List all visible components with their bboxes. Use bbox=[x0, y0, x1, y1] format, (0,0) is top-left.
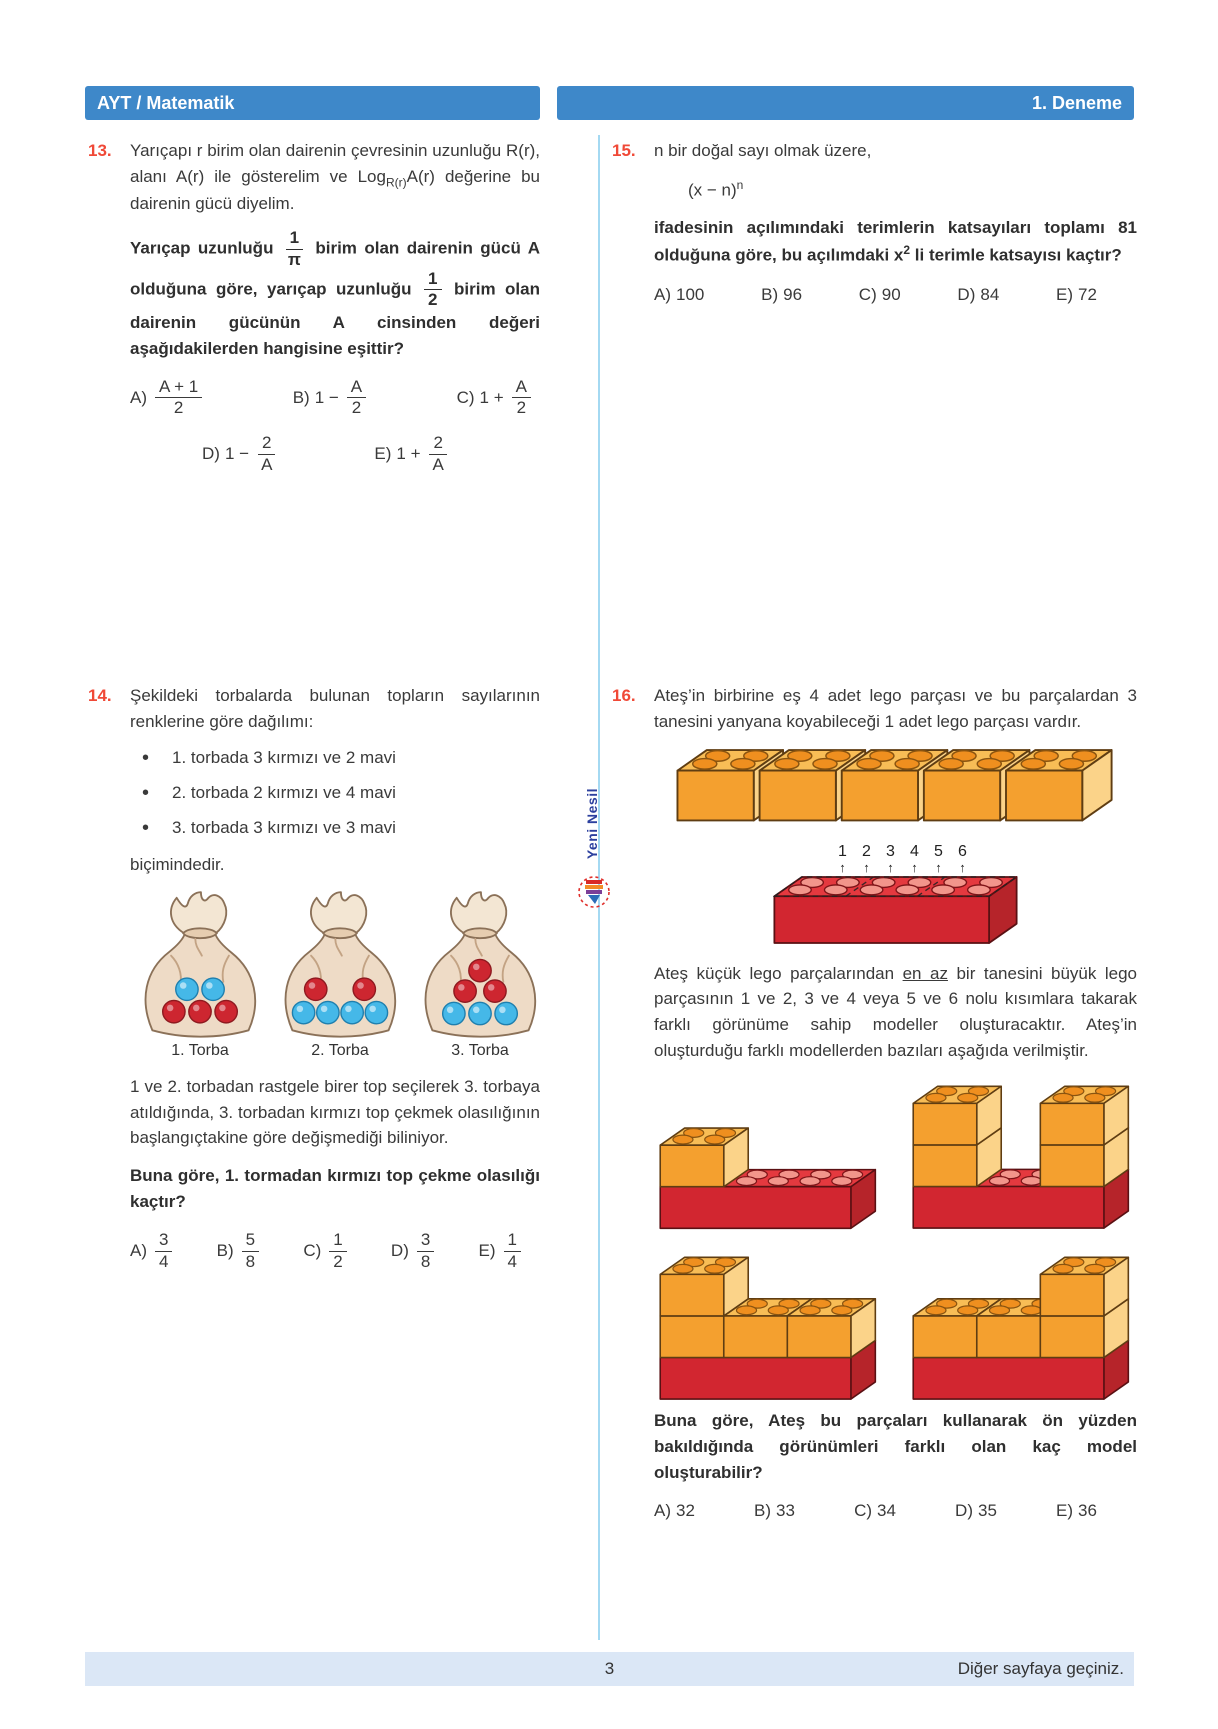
q14-options bbox=[130, 1231, 540, 1271]
option-d: D) 84 bbox=[957, 284, 1000, 304]
q15-options bbox=[654, 285, 1137, 305]
option-a: A) $\frac{3}{4}$ bbox=[130, 1231, 175, 1271]
position-5: 5 ↑ bbox=[934, 842, 943, 875]
header-right-bar bbox=[557, 86, 1134, 120]
bag-2 bbox=[270, 890, 410, 1060]
brand-icon bbox=[576, 870, 612, 914]
option-c: C) 90 bbox=[858, 284, 901, 304]
big-brick-image bbox=[773, 874, 1018, 946]
bag-1 bbox=[130, 890, 270, 1060]
question-13 bbox=[88, 138, 540, 474]
header-subject: AYT / Matematik bbox=[97, 92, 235, 113]
up-arrow-icon: ↑ bbox=[863, 859, 870, 875]
option-a: A) $\frac{A + 1}{2}$ bbox=[130, 378, 205, 418]
position-4: 4 ↑ bbox=[910, 842, 919, 875]
option-c: C) 34 bbox=[854, 1501, 896, 1521]
position-3: 3 ↑ bbox=[886, 842, 895, 875]
option-b: B) 1 − $\frac{A}{2}$ bbox=[293, 378, 369, 418]
q13-options-row-2 bbox=[130, 434, 540, 474]
position-1: 1 ↑ bbox=[838, 842, 847, 875]
option-d: D) 1 − $\frac{2}{A}$ bbox=[202, 434, 279, 474]
question-16 bbox=[612, 683, 1137, 1521]
option-b: B) 33 bbox=[754, 1501, 795, 1521]
bag-2-image bbox=[270, 890, 410, 1040]
up-arrow-icon: ↑ bbox=[911, 859, 918, 875]
option-d: D) $\frac{3}{8}$ bbox=[391, 1231, 437, 1271]
bag-1-image bbox=[130, 890, 270, 1040]
footer-note: Diğer sayfaya geçiniz. bbox=[957, 1659, 1124, 1678]
bullet-item: • 1. torbada 3 kırmızı ve 2 mavi bbox=[140, 747, 540, 769]
q15-expression: $(x - n)^n$ bbox=[688, 177, 744, 200]
header-left-bar bbox=[85, 86, 540, 120]
q14-paragraph: 1 ve 2. torbadan rastgele birer top seçilerek 3. torbaya atıldığında, 3. torbadan kırmızı top çekmek olasılığının başlangıçtakine göre değişmediği biliniyor. bbox=[130, 1076, 540, 1148]
q16-stem: Buna göre, Ateş bu parçaları kullanarak ön yüzden bakıldığında görünümleri farklı olan kaç model oluşturabilir? bbox=[654, 1410, 1137, 1482]
q13-intro: Yarıçapı r birim olan dairenin çevresinin uzunluğu R(r), alanı A(r) ile gösterelim ve Log$_{R(r)}$A(r) değerine bu dairenin gücü diyelim. bbox=[130, 141, 541, 214]
bag-1-label: 1. Torba bbox=[171, 1041, 229, 1059]
bag-3 bbox=[410, 890, 550, 1060]
up-arrow-icon: ↑ bbox=[935, 859, 942, 875]
option-d: D) 35 bbox=[955, 1501, 997, 1521]
option-e: E) 72 bbox=[1056, 284, 1097, 304]
question-number: 13. bbox=[88, 141, 112, 160]
bag-3-label: 3. Torba bbox=[451, 1041, 509, 1059]
option-c: C) $\frac{1}{2}$ bbox=[303, 1231, 349, 1271]
up-arrow-icon: ↑ bbox=[887, 859, 894, 875]
small-bricks-image bbox=[676, 747, 1116, 825]
option-e: E) 36 bbox=[1056, 1501, 1097, 1521]
q13-options-row-1 bbox=[130, 378, 540, 418]
option-b: B) 96 bbox=[761, 284, 803, 304]
q15-intro: n bir doğal sayı olmak üzere, bbox=[654, 141, 872, 160]
question-number: 16. bbox=[612, 686, 636, 705]
question-14 bbox=[88, 683, 540, 1271]
q13-stem: Yarıçap uzunluğu $\frac{1}{\pi}$ birim olan dairenin gücü A olduğuna göre, yarıçap uzunluğu $\frac{1}{2}$ birim olan dairenin gücünün A cinsinden değeri aşağıdakilerden hangisine eşittir? bbox=[130, 228, 540, 358]
bullet-item: • 3. torbada 3 kırmızı ve 3 mavi bbox=[140, 817, 540, 839]
models-figure bbox=[654, 1076, 1137, 1402]
up-arrow-icon: ↑ bbox=[959, 859, 966, 875]
model-4-image bbox=[912, 1247, 1132, 1402]
brand-name: Yeni Nesil bbox=[584, 788, 600, 860]
option-e: E) 1 + $\frac{2}{A}$ bbox=[374, 434, 450, 474]
fraction: $\frac{1}{2}$ bbox=[424, 270, 441, 310]
q14-outro: biçimindedir. bbox=[130, 854, 225, 874]
q16-options bbox=[654, 1501, 1137, 1521]
model-2-image bbox=[912, 1076, 1132, 1231]
page-number: 3 bbox=[604, 1659, 615, 1678]
question-15 bbox=[612, 138, 1137, 305]
question-number: 14. bbox=[88, 686, 112, 705]
position-labels bbox=[668, 844, 1137, 874]
header-exam-name: 1. Deneme bbox=[1031, 92, 1122, 113]
q14-intro: Şekildeki torbalarda bulunan topların sayılarının renklerine göre dağılımı: bbox=[130, 686, 540, 731]
model-1-image bbox=[659, 1118, 879, 1231]
footer-bar bbox=[85, 1652, 1134, 1686]
fraction: $\frac{1}{\pi}$ bbox=[284, 229, 305, 269]
q16-paragraph: Ateş küçük lego parçalarından en az bir tanesini büyük lego parçasının 1 ve 2, 3 ve 4 veya 5 ve 6 nolu kısımlara takarak farklı görünüme sahip modeller oluşturacaktır. Ateş’in oluşturduğu farklı modellerden bazıları aşağıda verilmiştir. bbox=[654, 963, 1138, 1061]
bullet-item: • 2. torbada 2 kırmızı ve 4 mavi bbox=[140, 782, 540, 804]
q16-intro: Ateş’in birbirine eş 4 adet lego parçası ve bu parçalardan 3 tanesini yanyana koyabileceği 1 adet lego parçası vardır. bbox=[654, 686, 1137, 731]
option-a: A) 32 bbox=[654, 1501, 695, 1521]
brand-logo bbox=[576, 788, 616, 958]
position-6: 6 ↑ bbox=[958, 842, 967, 875]
option-c: C) 1 + $\frac{A}{2}$ bbox=[457, 378, 534, 418]
up-arrow-icon: ↑ bbox=[839, 859, 846, 875]
option-b: B) $\frac{5}{8}$ bbox=[217, 1231, 262, 1271]
q14-bullet-list bbox=[130, 747, 540, 839]
option-a: A) 100 bbox=[654, 284, 705, 304]
small-bricks-figure bbox=[654, 747, 1137, 830]
question-number: 15. bbox=[612, 141, 636, 160]
q15-stem: ifadesinin açılımındaki terimlerin katsayıları toplamı 81 olduğuna göre, bu açılımdaki $x^2$ li terimle katsayısı kaçtır? bbox=[654, 218, 1137, 265]
position-2: 2 ↑ bbox=[862, 842, 871, 875]
option-e: E) $\frac{1}{4}$ bbox=[479, 1231, 524, 1271]
q14-stem: Buna göre, 1. tormadan kırmızı top çekme olasılığı kaçtır? bbox=[130, 1166, 540, 1212]
bags-figure bbox=[130, 890, 540, 1060]
bag-3-image bbox=[410, 890, 550, 1040]
big-brick-figure bbox=[654, 844, 1137, 951]
bag-2-label: 2. Torba bbox=[311, 1041, 369, 1059]
model-3-image bbox=[659, 1247, 879, 1402]
